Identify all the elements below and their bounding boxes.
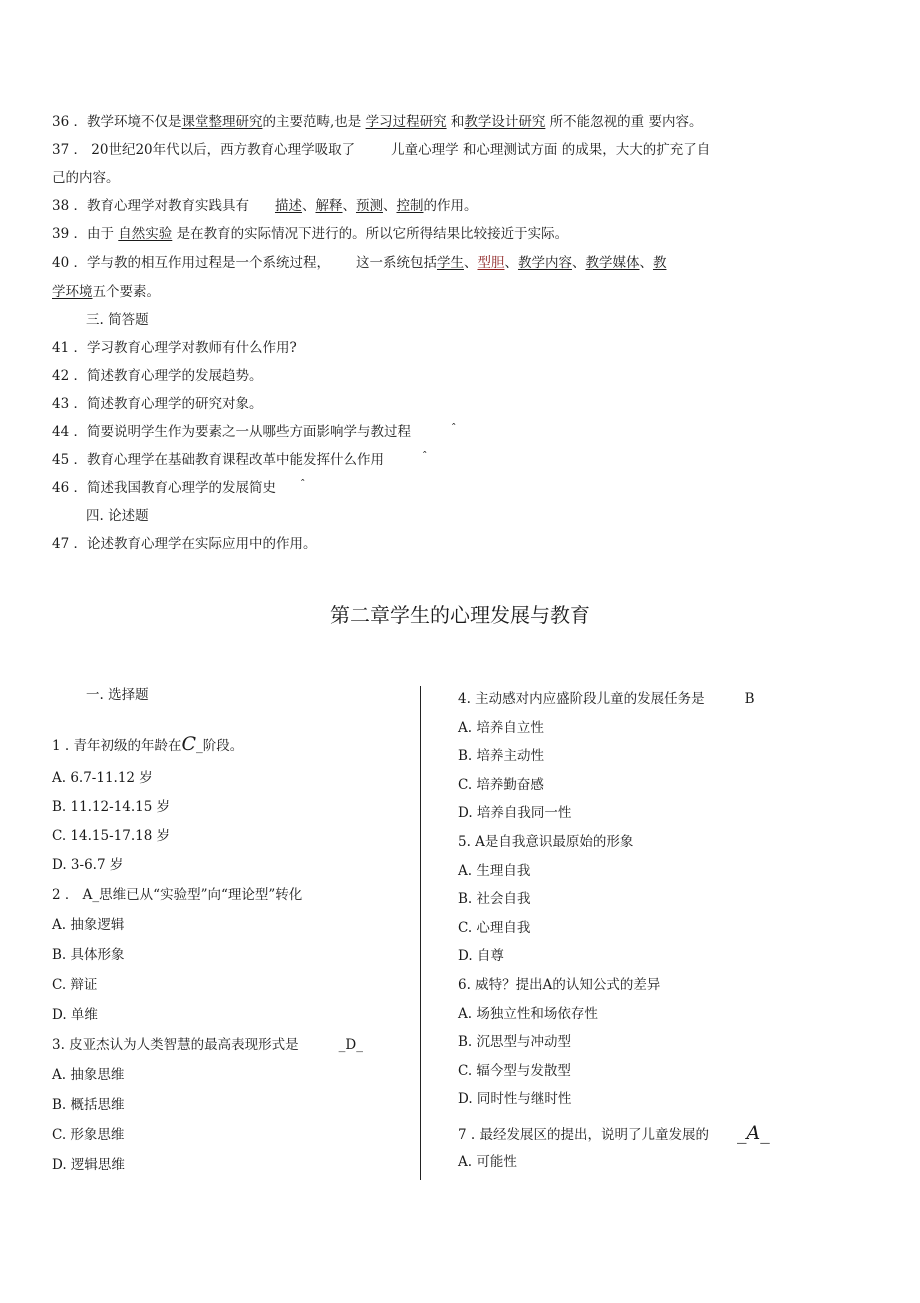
question-37-cont: 己的内容。 [52,170,120,186]
question-42: 42 ．简述教育心理学的发展趋势。 [52,368,263,384]
option-item: D. 同时性与继时性 [458,1091,572,1108]
option-item: C. 心理自我 [458,919,531,936]
question-1: 1 . 青年初级的年龄在C_阶段。 [52,733,244,755]
option-item: A. 场独立性和场依存性 [458,1005,598,1022]
question-6: 6. 威特？提出A的认知公式的差异 [458,976,661,993]
option-item: B. 社会自我 [458,891,531,908]
option-item: A. 生理自我 [458,862,531,879]
option-item: B. 11.12-14.15 岁 [52,799,171,815]
option-item: D. 单维 [52,1007,98,1023]
chapter-title: 第二章学生的心理发展与教育 [330,603,590,627]
question-39: 39 ．由于 自然实验 是在教育的实际情况下进行的。所以它所得结果比较接近于实际。 [52,226,569,242]
left-column [52,686,412,1174]
option-item: C. 14.15-17.18 岁 [52,828,171,844]
question-2: 2 ． A_思维已从“实验型”向“理论型”转化 [52,887,303,903]
option-item: A. 可能性 [458,1153,517,1170]
option-item: A. 抽象逻辑 [52,917,125,933]
option-item: C. 辩证 [52,977,98,993]
question-45: 45 ．教育心理学在基础教育课程改革中能发挥什么作用 $^ˆ$ [52,450,428,468]
option-item: C. 形象思维 [52,1127,125,1143]
question-38: 38 ．教育心理学对教育实践具有 描述、解释、预测、控制的作用。 [52,198,478,214]
question-40: 40 ．学与教的相互作用过程是一个系统过程， 这一系统包括学生、型胆、教学内容、教学媒体、教 [52,255,667,271]
option-item: A. 抽象思维 [52,1067,125,1083]
option-item: D. 培养自我同一性 [458,805,572,822]
question-36: 36 ．教学环境不仅是课堂整理研究的主要范畴,也是 学习过程研究 和教学设计研究 所不能忽视的重 要内容。 [52,114,703,130]
column-divider [420,686,421,1180]
option-item: C. 辐今型与发散型 [458,1062,571,1079]
option-item: B. 培养主动性 [458,748,545,765]
option-item: C. 培养勤奋感 [458,776,544,793]
question-5: 5. A是自我意识最原始的形象 [458,833,634,850]
question-7: 7 . 最经发展区的提出，说明了儿童发展的 _A_ [458,1121,770,1144]
option-item: D. 逻辑思维 [52,1157,125,1173]
question-43: 43 ．简述教育心理学的研究对象。 [52,396,263,412]
option-item: A. 6.7-11.12 岁 [52,770,153,786]
question-40-cont: 学环境五个要素。 [52,284,160,300]
option-item: A. 培养自立性 [458,719,544,736]
option-item: D. 3-6.7 岁 [52,857,124,873]
right-column [458,690,878,1171]
option-item: D. 自尊 [458,948,504,965]
option-item: B. 沉思型与冲动型 [458,1034,572,1051]
question-46: 46 ．简述我国教育心理学的发展简史 $^ˆ$ [52,478,306,496]
question-3: 3. 皮亚杰认为人类智慧的最高表现形式是 _D_ [52,1037,363,1053]
option-item: B. 概括思维 [52,1097,125,1113]
question-41: 41 ．学习教育心理学对教师有什么作用? [52,340,297,356]
section-heading-choice: 一. 选择题 [86,687,149,703]
option-item: B. 具体形象 [52,947,125,963]
section-heading-short-answer: 三. 简答题 [86,312,149,328]
section-heading-essay: 四. 论述题 [86,508,149,524]
question-44: 44 ．简要说明学生作为要素之一从哪些方面影响学与教过程 $^ˆ$ [52,422,457,440]
question-4: 4. 主动感对内应盛阶段儿童的发展任务是 B [458,691,755,707]
question-47: 47 ．论述教育心理学在实际应用中的作用。 [52,536,317,552]
question-37: 37 ． 20世纪20年代以后，西方教育心理学吸取了 儿童心理学 和心理测试方面 的成果，大大的扩充了自 [52,142,711,158]
